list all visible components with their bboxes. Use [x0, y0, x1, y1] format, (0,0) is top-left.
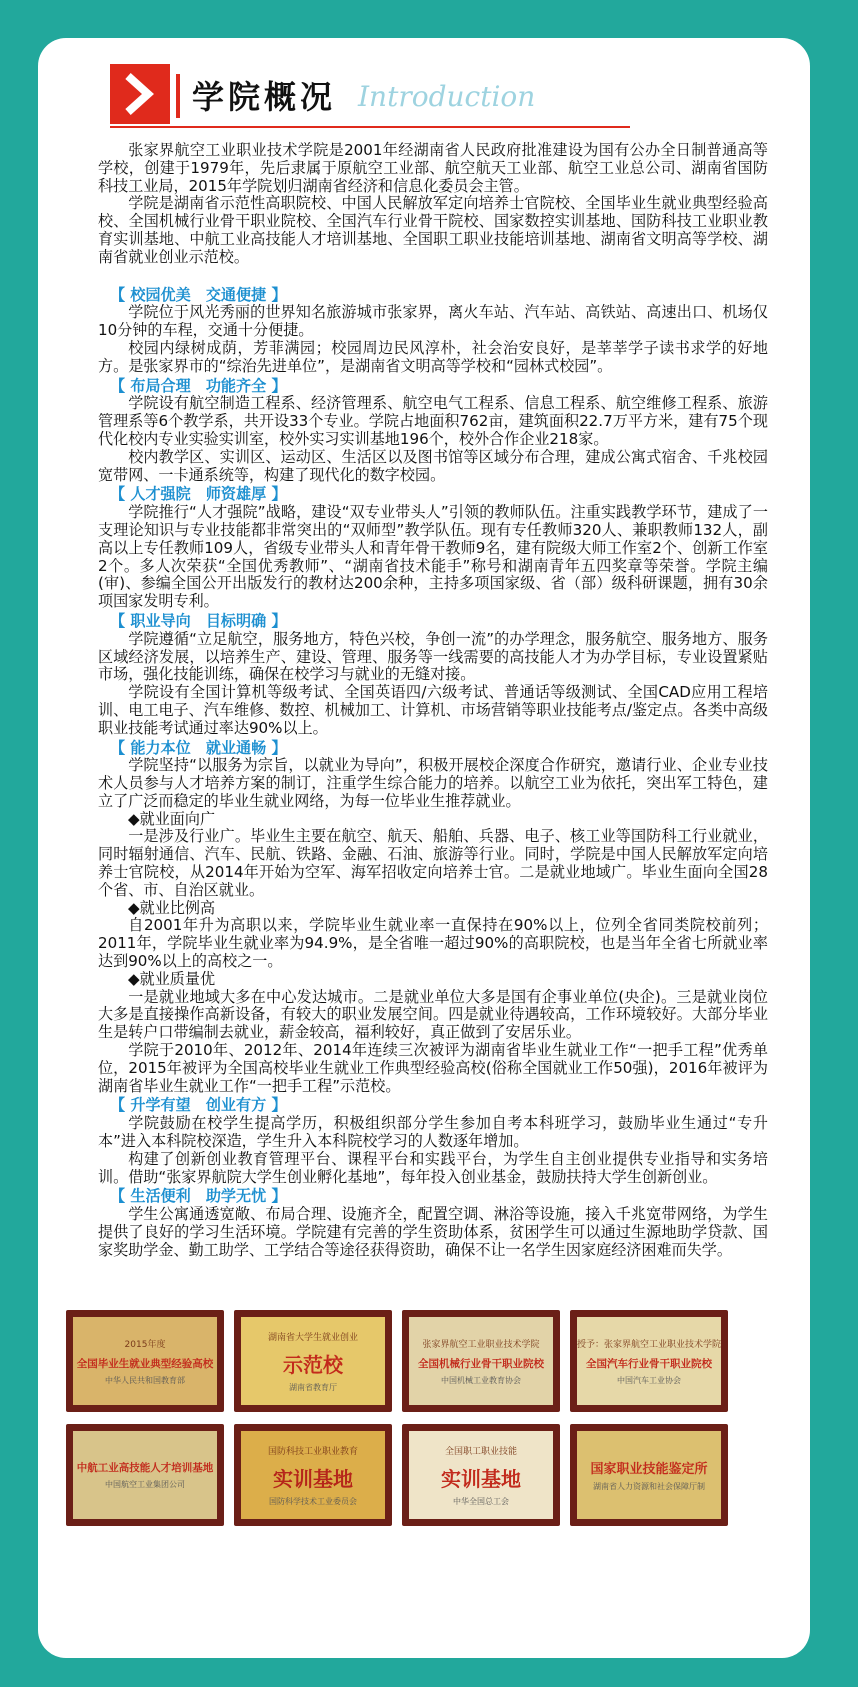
award-heading: 授予：张家界航空工业职业技术学院	[577, 1339, 722, 1350]
award-title: 全国毕业生就业典型经验高校	[76, 1357, 214, 1370]
section-heading: 【 布局合理 功能齐全 】	[110, 376, 287, 395]
award-heading: 张家界航空工业职业技术学院	[422, 1339, 540, 1350]
section-heading: 【 生活便利 助学无忧 】	[110, 1187, 287, 1206]
award-plaque	[234, 1424, 392, 1526]
award-title: 国家职业技能鉴定所	[590, 1462, 708, 1477]
section-paragraph: 学院遵循“立足航空，服务地方，特色兴校，争创一流”的办学理念，服务航空、服务地方、服务区域经济发展，以培养生产、建设、管理、服务等一线需要的高技能人才为办学目标，专业设置紧贴市场，强化技能训练，确保在校学习与就业的无缝对接。	[98, 629, 768, 684]
content-card	[38, 38, 810, 1658]
award-plaque	[234, 1310, 392, 1412]
employment-bullet: ◆就业面向广	[128, 809, 216, 828]
employment-bullet: ◆就业质量优	[128, 969, 216, 988]
section-paragraph: 学院鼓励在校学生提高学历，积极组织部分学生参加自考本科班学习，鼓励毕业生通过“专升本”进入本科院校深造，学生升入本科院校学习的人数逐年增加。	[98, 1114, 768, 1151]
award-issuer: 中国航空工业集团公司	[105, 1480, 185, 1489]
section-paragraph: 构建了创新创业教育管理平台、课程平台和实践平台，为学生自主创业提供专业指导和实务培训。借助“张家界航院大学生创业孵化基地”，每年投入创业基金，鼓励扶持大学生创新创业。	[98, 1149, 768, 1186]
employment-paragraph: 一是涉及行业广。毕业生主要在航空、航天、船舶、兵器、电子、核工业等国防科工行业就业，同时辐射通信、汽车、民航、铁路、金融、石油、旅游等行业。同时，学院是中国人民解放军定向培养士官院校，从2014年开始为空军、海军招收定向培养士官。二是就业地域广。毕业生面向全国28个省、市、自治区就业。	[98, 827, 768, 899]
award-plaque	[402, 1310, 560, 1412]
award-issuer: 国防科学技术工业委员会	[269, 1496, 357, 1506]
section-paragraph: 校内教学区、实训区、运动区、生活区以及图书馆等区域分布合理，建成公寓式宿舍、千兆校园宽带网、一卡通系统等，构建了现代化的数字校园。	[98, 447, 768, 484]
header-underline	[110, 126, 630, 128]
award-title: 示范校	[283, 1352, 343, 1377]
section-heading: 【 职业导向 目标明确 】	[110, 611, 287, 630]
section-paragraph: 学院设有全国计算机等级考试、全国英语四/六级考试、普通话等级测试、全国CAD应用工程培训、电工电子、汽车维修、数控、机械加工、计算机、市场营销等职业技能考点/鉴定点。各类中高级职业技能考试通过率达90%以上。	[98, 683, 768, 737]
section-heading: 【 能力本位 就业通畅 】	[110, 738, 287, 757]
award-heading: 湖南省大学生就业创业	[267, 1332, 358, 1343]
award-issuer: 湖南省人力资源和社会保障厅制	[593, 1482, 705, 1491]
employment-paragraph: 自2001年升为高职以来，学院毕业生就业率一直保持在90%以上，位列全省同类院校前列；2011年，学院毕业生就业率为94.9%，是全省唯一超过90%的高职院校，也是当年全省七所就业率达到90%以上的高校之一。	[98, 916, 768, 971]
award-heading: 国防科技工业职业教育	[267, 1446, 358, 1457]
award-heading: 全国职工职业技能	[444, 1446, 517, 1457]
employment-paragraph: 学院于2010年、2012年、2014年连续三次被评为湖南省毕业生就业工作“一把手工程”优秀单位，2015年被评为全国高校毕业生就业工作典型经验高校(俗称全国就业工作50强)，2016年被评为湖南省毕业生就业工作“一把手工程”示范校。	[98, 1041, 768, 1095]
employment-paragraph: 一是就业地域大多在中心发达城市。二是就业单位大多是国有企事业单位(央企)。三是就业岗位大多是直接操作高新设备，有较大的职业发展空间。四是就业待遇较高，工作环境较好。大部分毕业生是转户口带编制去就业，薪金较高，福利较好，真正做到了安居乐业。	[98, 987, 768, 1042]
section-paragraph: 学院坚持“以服务为宗旨，以就业为导向”，积极开展校企深度合作研究，邀请行业、企业专业技术人员参与人才培养方案的制订，注重学生综合能力的培养。以航空工业为依托，突出军工特色，建立了广泛而稳定的毕业生就业网络，为每一位毕业生推荐就业。	[98, 756, 768, 810]
page-header	[110, 54, 630, 124]
section-heading: 【 升学有望 创业有方 】	[110, 1096, 287, 1115]
employment-bullet: ◆就业比例高	[128, 898, 216, 917]
title-divider	[176, 74, 180, 118]
section-paragraph: 校园内绿树成荫，芳菲满园；校园周边民风淳朴，社会治安良好，是莘莘学子读书求学的好地方。是张家界市的“综治先进单位”，是湖南省文明高等学校和“园林式校园”。	[98, 338, 768, 375]
award-plaque	[66, 1424, 224, 1526]
award-title: 中航工业高技能人才培训基地	[76, 1462, 214, 1474]
award-issuer: 中国机械工业教育协会	[441, 1375, 521, 1385]
section-heading: 【 人才强院 师资雄厚 】	[110, 485, 287, 504]
intro-paragraph: 张家界航空工业职业技术学院是2001年经湖南省人民政府批准建设为国有公办全日制普通高等学校，创建于1979年，先后隶属于原航空工业部、航空航天工业部、航空工业总公司、湖南省国防科技工业局，2015年学院划归湖南省经济和信息化委员会主管。	[98, 141, 768, 195]
section-paragraph: 学院推行“人才强院”战略，建设“双专业带头人”引领的教师队伍。注重实践教学环节，建成了一支理论知识与专业技能都非常突出的“双师型”教学队伍。现有专任教师320人、兼职教师132人，副高以上专任教师109人，省级专业带头人和青年骨干教师9名，建有院级大师工作室2个、创新工作室2个。多人次荣获“全国优秀教师”、“湖南省技术能手”称号和湖南青年五四奖章等荣誉。学院主编(审)、参编全国公开出版发行的教材达200余种，主持多项国家级、省（部）级科研课题，拥有30余项国家发明专利。	[98, 503, 768, 611]
article-body	[98, 142, 768, 1260]
award-plaque	[402, 1424, 560, 1526]
award-plaque	[66, 1310, 224, 1412]
section-paragraph: 学院位于风光秀丽的世界知名旅游城市张家界，离火车站、汽车站、高铁站、高速出口、机场仅10分钟的车程，交通十分便捷。	[98, 303, 768, 340]
award-issuer: 中国汽车工业协会	[617, 1375, 681, 1385]
award-heading: 2015年度	[124, 1339, 166, 1350]
intro-paragraph: 学院是湖南省示范性高职院校、中国人民解放军定向培养士官院校、全国毕业生就业典型经验高校、全国机械行业骨干职业院校、全国汽车行业骨干院校、国家数控实训基地、国防科技工业职业教育实训基地、中航工业高技能人才培训基地、全国职工职业技能培训基地、湖南省文明高等学校、湖南省就业创业示范校。	[98, 194, 768, 266]
award-issuer: 湖南省教育厅	[289, 1382, 337, 1392]
section-heading: 【 校园优美 交通便捷 】	[110, 285, 287, 304]
section-paragraph: 学生公寓通透宽敞、布局合理、设施齐全，配置空调、淋浴等设施，接入千兆宽带网络，为学生提供了良好的学习生活环境。学院建有完善的学生资助体系，贫困学生可以通过生源地助学贷款、国家奖助学金、勤工助学、工学结合等途径获得资助，确保不让一名学生因家庭经济困难而失学。	[98, 1205, 768, 1259]
award-title: 实训基地	[273, 1466, 353, 1491]
award-plaque	[570, 1424, 728, 1526]
page-title: 学院概况	[192, 78, 337, 116]
award-issuer: 中华全国总工会	[453, 1496, 509, 1506]
award-title: 全国汽车行业骨干职业院校	[586, 1357, 712, 1370]
award-title: 实训基地	[441, 1466, 521, 1491]
section-paragraph: 学院设有航空制造工程系、经济管理系、航空电气工程系、信息工程系、航空维修工程系、旅游管理系等6个教学系，共开设33个专业。学院占地面积762亩，建筑面积22.7万平方米，建有75个现代化校内专业实验实训室，校外实习实训基地196个，校外合作企业218家。	[98, 394, 768, 448]
award-plaque	[570, 1310, 728, 1412]
chevron-right-icon	[110, 64, 170, 124]
page-subtitle: Introduction	[358, 80, 536, 113]
award-issuer: 中华人民共和国教育部	[105, 1375, 185, 1385]
award-title: 全国机械行业骨干职业院校	[418, 1357, 544, 1370]
